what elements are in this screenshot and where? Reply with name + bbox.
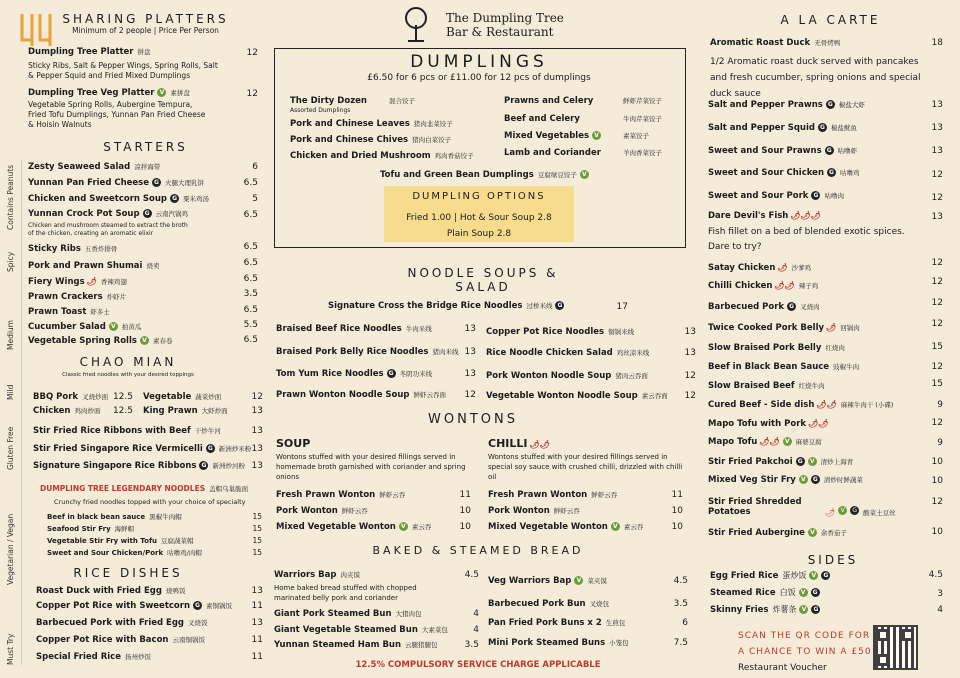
- dumpling-options-title: DUMPLING OPTIONS: [412, 191, 546, 202]
- price: 18: [931, 38, 943, 48]
- price: 4: [937, 605, 943, 615]
- price: 6: [682, 618, 688, 628]
- price: 11: [251, 652, 263, 662]
- price: 11: [251, 601, 263, 611]
- qr-promo: SCAN THE QR CODE FOR A CHANCE TO WIN A £50 Restaurant Voucher: [738, 631, 872, 673]
- price: 12: [931, 298, 943, 308]
- price: 13: [931, 100, 943, 110]
- price: 4: [473, 609, 479, 619]
- price: 13: [251, 444, 263, 454]
- price: 12: [931, 193, 943, 203]
- price: 12: [246, 89, 258, 99]
- platters-subtitle: Minimum of 2 people | Price Per Person: [72, 26, 219, 35]
- price: 3.5: [243, 289, 258, 299]
- price: 7.5: [673, 638, 688, 648]
- price: 12: [931, 258, 943, 268]
- wontons-soup-title: SOUP: [276, 437, 311, 450]
- price: 5: [252, 194, 258, 204]
- price: 12: [251, 392, 263, 402]
- price: 6.5: [243, 335, 258, 345]
- sidebar-label-vegetarian: Vegetarian / Vegan: [6, 513, 15, 585]
- price: 13: [464, 369, 476, 379]
- price: 6.5: [243, 242, 258, 252]
- price: 9: [937, 438, 943, 448]
- dumpling-options-line1: Fried 1.00 | Hot & Sour Soup 2.8: [406, 213, 552, 223]
- platter-1: Dumpling Tree Platter 拼盘: [28, 47, 151, 57]
- price: 10: [671, 506, 683, 516]
- platters-title: SHARING PLATTERS: [62, 12, 229, 26]
- price: 10: [931, 476, 943, 486]
- price: 15: [252, 536, 262, 545]
- platter-2-desc: Vegetable Spring Rolls, Aubergine Tempura, Fried Tofu Dumplings, Yunnan Pan Fried Cheese & Hoisin Walnuts: [28, 100, 206, 129]
- dumpling-options-line2: Plain Soup 2.8: [446, 229, 512, 239]
- price: 3.5: [464, 640, 479, 650]
- price: 13: [931, 146, 943, 156]
- price: 12: [931, 170, 943, 180]
- middle-column: The Dumpling Tree Bar & Restaurant DUMPLINGS £6.50 for 6 pcs or £11.00 for 12 pcs of dumplings The Dirty Dozen 混合饺子 Assorted Dumplings Pork and Chinese Leaves 猪肉韭菜饺子 Pork and Chinese Chives 猪肉白菜饺子 Chicken and Dried Mushroom 鸡肉香菇饺子 Prawns and Celery 鲜虾芹菜饺子 Beef and Celery 牛肉芹菜饺子 Mixed Vegetables V 素菜饺子 Lamb and Coriander 羊肉香菜饺子 Tofu and Green Bean Dumplings 豆腐绿豆饺子 V DUMPLING OPTIONS Fried 1.00 | Hot & Sour Soup 2.8 Plain Soup 2.8 NOODLE SOUPS & SALAD Signature Cross the Bridge Rice Noodles 过桥米线 G 17 Braised Beef Rice Noodles 牛肉米线 13 Braised Pork Belly Rice Noodles 猪肉米线 13 Tom Yum Rice Noodles G 冬阴功米线 13 Prawn Wonton Noodle Soup 鲜虾云吞面 12 Copper Pot Rice Noodles 铜锅米线 13 Rice Noodle Chicken Salad 鸡丝凉米线 13 Pork Wonton Noodle Soup 猪肉云吞面 12 Vegetable Wonton Noodle Soup 素云吞面 12 WONTONS SOUP Wontons stuffed with your desired fillings served in homemade broth garnished with coriander and spring onions CHILLI 🌶🌶 Wontons stuffed with your desired fillings served in special soy sauce with crushed chilli, drizzled with chilli oil Fresh Prawn Wonton 鲜虾云吞 11 Pork Wonton 鲜虾云吞 10 Mixed Vegetable Wonton V 素云吞 10 Fresh Prawn Wonton 鲜虾云吞 11 Pork Wonton 鲜虾云吞 10 Mixed Vegetable Wonton V 素云吞 10 BAKED & STEAMED BREAD Warriors Bap 肉夹馍 4.5 Home baked bread stuffed with chopped marinated belly pork and coriander Giant Pork Steamed Bun 大猪肉包 4 Giant Vegetable Steamed Bun 大素菜包 4 Yunnan Steamed Ham Bun 云腿猪腿包 3.5 Veg Warriors Bap V 菜夹馍 4.5 Barbecued Pork Bun 叉烧包 3.5 Pan Fried Pork Buns x 2 生煎包 6 Mini Pork Steamed Buns 小笼包 7.5 12.5% COMPULSORY SERVICE CHARGE APPLICABLE: [268, 0, 693, 678]
- price: 15: [931, 342, 943, 352]
- tree-logo-icon: [398, 5, 434, 47]
- price: 12.5: [112, 406, 133, 416]
- price: 13: [251, 618, 263, 628]
- price: 15: [252, 548, 262, 557]
- wontons-title: WONTONS: [428, 412, 518, 427]
- price: 13: [684, 348, 696, 358]
- chaomian-subtitle: Classic fried noodles with your desired toppings: [62, 372, 194, 378]
- price: 6.5: [243, 305, 258, 315]
- price: 4: [473, 625, 479, 635]
- tofu-dumplings: Tofu and Green Bean Dumplings 豆腐绿豆饺子 V: [380, 170, 589, 180]
- platter-1-desc: Sticky Ribs, Salt & Pepper Wings, Spring Rolls, Salt & Pepper Squid and Fried Mixed Dumplings: [28, 61, 218, 80]
- price: 13: [251, 586, 263, 596]
- price: 12: [931, 362, 943, 372]
- price: 10: [931, 527, 943, 537]
- price: 4.5: [673, 576, 688, 586]
- price: 6.5: [243, 178, 258, 188]
- price: 13: [684, 327, 696, 337]
- sidebar-label-spicy: Spicy: [6, 251, 15, 272]
- platter-2: Dumpling Tree Veg Platter V 素拼盘: [28, 88, 190, 98]
- starters-title: STARTERS: [103, 140, 188, 154]
- sidebar-label-medium: Medium: [6, 320, 15, 350]
- price: 12: [684, 391, 696, 401]
- price: 10: [459, 506, 471, 516]
- price: 13: [931, 212, 943, 222]
- dumplings-title: DUMPLINGS: [410, 52, 548, 72]
- signature-noodles: Signature Cross the Bridge Rice Noodles 过桥米线 G: [328, 301, 564, 311]
- price: 13: [251, 461, 263, 471]
- roast-duck: Aromatic Roast Duck 无骨烤鸭: [710, 38, 841, 48]
- price: 13: [464, 347, 476, 357]
- price: 10: [459, 522, 471, 532]
- price: 5.5: [243, 320, 258, 330]
- sides-title: SIDES: [807, 553, 859, 567]
- wontons-chilli-title: CHILLI 🌶🌶: [488, 437, 550, 450]
- price: 12: [464, 390, 476, 400]
- brand-name: The Dumpling Tree: [446, 11, 564, 25]
- left-column: SHARING PLATTERS Minimum of 2 people | Price Per Person Dumpling Tree Platter 拼盘 12 Sticky Ribs, Salt & Pepper Wings, Spring Rolls, Salt & Pepper Squid and Fried Mixed Dumplings Dumpling Tree Veg Platter V 素拼盘 12 Vegetable Spring Rolls, Aubergine Tempura, Fried Tofu Dumplings, Yunnan Pan Fried Cheese & Hoisin Walnuts STARTERS Zesty Seaweed Salad 凉拌海带 6 Yunnan Pan Fried Cheese G 火腿大理乳饼 6.5 Chicken and Sweetcorn Soup G 粟米鸡汤 5 Yunnan Crock Pot Soup G 云南汽锅鸡 6.5 Chicken and mushroom steamed to extract the broth of the chicken, creating an aromatic elixir Sticky Ribs 五香炸排骨 6.5 Pork and Prawn Shumai 烧卖 6.5 Fiery Wings 🌶 香辣鸡翅 6.5 Prawn Crackers 炸虾片 3.5 Prawn Toast 虾多士 6.5 Cucumber Salad V 拍黄瓜 5.5 Vegetable Spring Rolls V 素春卷 6.5 CHAO MIAN Classic fried noodles with your desired toppings BBQ Pork 叉烧炒面 12.5 Vegetable 蔬菜炒面 12 Chicken 鸡肉炒面 12.5 King Prawn 大虾炒面 13 Stir Fried Rice Ribbons with Beef 干炒牛河 13 Stir Fried Singapore Rice Vermicelli G 新洲炒米粉 13 Signature Singapore Rice Ribbons G 新洲炒河粉 13 DUMPLING TREE LEGENDARY NOODLES 盖帽乌巢脆面 Crunchy fried noodles topped with your choice of specialty Beef in black bean sauce 黑椒牛肉帽 15 Seafood Stir Fry 海鲜帽 15 Vegetable Stir Fry with Tofu 豆腐蔬菜帽 15 Sweet and Sour Chicken/Pork 咕噜鸡/肉帽 15 RICE DISHES Roast Duck with Fried Egg 烧鸭饭 13 Copper Pot Rice with Sweetcorn G 素铜锅饭 11 Barbecued Pork with Fried Egg 叉烧饭 13 Copper Pot Rice with Bacon 云南铜锅饭 11 Special Fried Rice 扬州炒饭 11: [28, 12, 263, 662]
- sidebar-label-must-try: Must Try: [6, 633, 15, 665]
- sidebar-label-mild: Mild: [6, 384, 15, 400]
- price: 12: [931, 319, 943, 329]
- price: 17: [616, 302, 628, 312]
- sidebar-label-gluten-free: Gluten Free: [6, 426, 15, 470]
- price: 15: [931, 379, 943, 389]
- alacarte-title: A LA CARTE: [780, 13, 881, 27]
- price: 11: [459, 490, 471, 500]
- wontons-chilli-desc: Wontons stuffed with your desired fillings served in special soy sauce with crushed chilli, drizzled with chilli oil: [488, 453, 683, 481]
- price: 10: [931, 457, 943, 467]
- price: 12: [684, 371, 696, 381]
- brand-block: [398, 5, 598, 45]
- price: 13: [931, 123, 943, 133]
- price: 13: [251, 406, 263, 416]
- legendary-noodles-title: DUMPLING TREE LEGENDARY NOODLES 盖帽乌巢脆面: [40, 484, 249, 493]
- wontons-soup-desc: Wontons stuffed with your desired fillings served in homemade broth garnished with coriander and spring onions: [276, 453, 466, 481]
- legendary-noodles-sub: Crunchy fried noodles topped with your choice of specialty: [54, 498, 246, 506]
- rice-title: RICE DISHES: [73, 566, 183, 580]
- price: 12: [931, 497, 943, 507]
- price: 12.5: [112, 392, 133, 402]
- dumplings-subtitle: £6.50 for 6 pcs or £11.00 for 12 pcs of dumplings: [367, 73, 591, 83]
- price: 11: [671, 490, 683, 500]
- sidebar-label-peanuts: Contains Peanuts: [6, 164, 15, 230]
- price: 11: [251, 635, 263, 645]
- right-column: A LA CARTE Aromatic Roast Duck 无骨烤鸭 18 1/2 Aromatic roast duck served with pancakes and fresh cucumber, spring onions and special duck sauce Salt and Pepper Prawns G 椒盐大虾 13 Salt and Pepper Squid G 椒盐鱿鱼 13 Sweet and Sour Prawns G 咕噜虾 13 Sweet and Sour Chicken G 咕噜鸡 12 Sweet and Sour Pork G 咕噜肉 12 Dare Devil's Fish 🌶🌶🌶 13 Fish fillet on a bed of blended exotic spices. Dare to try? Satay Chicken 🌶 沙爹鸡 12 Chilli Chicken 🌶🌶 辣子鸡 12 Barbecued Pork G 叉烧肉 12 Twice Cooked Pork Belly 🌶 回锅肉 12 Slow Braised Pork Belly 红烧肉 15 Beef in Black Bean Sauce 豉椒牛肉 12 Slow Braised Beef 红烧牛肉 15 Cured Beef - Side dish 🌶🌶 麻辣牛肉干 (小碟) 9 Mapo Tofu with Pork 🌶🌶 12 Mapo Tofu 🌶🌶 V 麻婆豆腐 9 Stir Fried Pakchoi G V 清炒上海青 10 Mixed Veg Stir Fry V G 清炒时鲜蔬菜 10 Stir Fried Shredded Potatoes 🌶 V G 酸菜土豆丝 12 Stir Fried Aubergine V 余香茄子 10 SIDES Egg Fried Rice 蛋炒饭 V G 4.5 Steamed Rice 白饭 V G 3 Skinny Fries 炸薯条 V G 4 SCAN THE QR CODE FOR A CHANCE TO WIN A £50 Restaurant Voucher: [708, 0, 953, 678]
- price: 15: [252, 512, 262, 521]
- price: 12: [246, 48, 258, 58]
- price: 6.5: [243, 258, 258, 268]
- service-charge: 12.5% COMPULSORY SERVICE CHARGE APPLICABLE: [355, 660, 601, 670]
- price: 4.5: [464, 570, 479, 580]
- roast-duck-desc: 1/2 Aromatic roast duck served with pancakes and fresh cucumber, spring onions and special duck sauce: [710, 57, 921, 99]
- price: 6.5: [243, 210, 258, 220]
- noodle-soups-title: NOODLE SOUPS & SALAD: [407, 266, 559, 294]
- price: 4.5: [928, 570, 943, 580]
- bread-title: BAKED & STEAMED BREAD: [372, 544, 584, 557]
- price: 13: [251, 426, 263, 436]
- price: 12: [931, 418, 943, 428]
- price: 3: [937, 589, 943, 599]
- price: 15: [252, 524, 262, 533]
- brand-sub: Bar & Restaurant: [446, 25, 554, 39]
- price: 10: [671, 522, 683, 532]
- qr-code[interactable]: [873, 625, 918, 670]
- chaomian-title: CHAO MIAN: [79, 355, 177, 369]
- price: 6.5: [243, 274, 258, 284]
- price: 9: [937, 400, 943, 410]
- price: 3.5: [673, 599, 688, 609]
- price: 12: [931, 277, 943, 287]
- price: 13: [464, 324, 476, 334]
- price: 6: [252, 162, 258, 172]
